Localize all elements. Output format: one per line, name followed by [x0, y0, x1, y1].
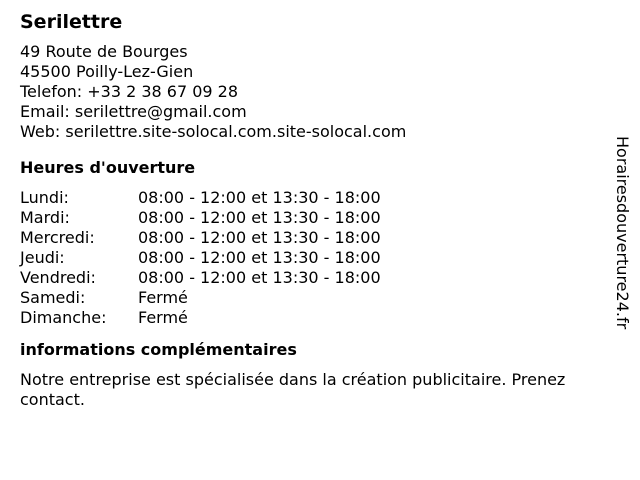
email-text: Email: serilettre@gmail.com — [20, 102, 247, 121]
hours-row-lundi — [20, 188, 615, 208]
info-description: Notre entreprise est spécialisée dans la création publicitaire. Prenez contact. — [20, 370, 566, 409]
day-label: Mardi: — [20, 208, 70, 227]
hours-table — [20, 188, 615, 328]
hours-heading: Heures d'ouverture — [20, 158, 196, 177]
day-hours: Fermé — [138, 308, 188, 327]
day-label: Samedi: — [20, 288, 86, 307]
business-card — [20, 10, 615, 410]
day-hours: 08:00 - 12:00 et 13:30 - 18:00 — [138, 248, 381, 267]
watermark — [612, 136, 634, 370]
day-hours: 08:00 - 12:00 et 13:30 - 18:00 — [138, 268, 381, 287]
day-label: Dimanche: — [20, 308, 107, 327]
day-label: Mercredi: — [20, 228, 95, 247]
web-text: Web: serilettre.site-solocal.com.site-solocal.com — [20, 122, 407, 141]
hours-row-mardi — [20, 208, 615, 228]
day-hours: 08:00 - 12:00 et 13:30 - 18:00 — [138, 208, 381, 227]
day-label: Lundi: — [20, 188, 69, 207]
address-street: 49 Route de Bourges — [20, 42, 188, 61]
day-hours: Fermé — [138, 288, 188, 307]
hours-row-jeudi — [20, 248, 615, 268]
hours-row-vendredi — [20, 268, 615, 288]
contact-block — [20, 42, 615, 142]
day-label: Jeudi: — [20, 248, 65, 267]
business-name: Serilettre — [20, 11, 123, 33]
day-label: Vendredi: — [20, 268, 96, 287]
address-city: 45500 Poilly-Lez-Gien — [20, 62, 194, 81]
hours-row-dimanche — [20, 308, 615, 328]
day-hours: 08:00 - 12:00 et 13:30 - 18:00 — [138, 228, 381, 247]
hours-row-mercredi — [20, 228, 615, 248]
watermark-text: Horairesdouverture24.fr — [613, 136, 632, 330]
day-hours: 08:00 - 12:00 et 13:30 - 18:00 — [138, 188, 381, 207]
hours-row-samedi — [20, 288, 615, 308]
phone-text: Telefon: +33 2 38 67 09 28 — [20, 82, 239, 101]
info-heading: informations complémentaires — [20, 340, 297, 359]
